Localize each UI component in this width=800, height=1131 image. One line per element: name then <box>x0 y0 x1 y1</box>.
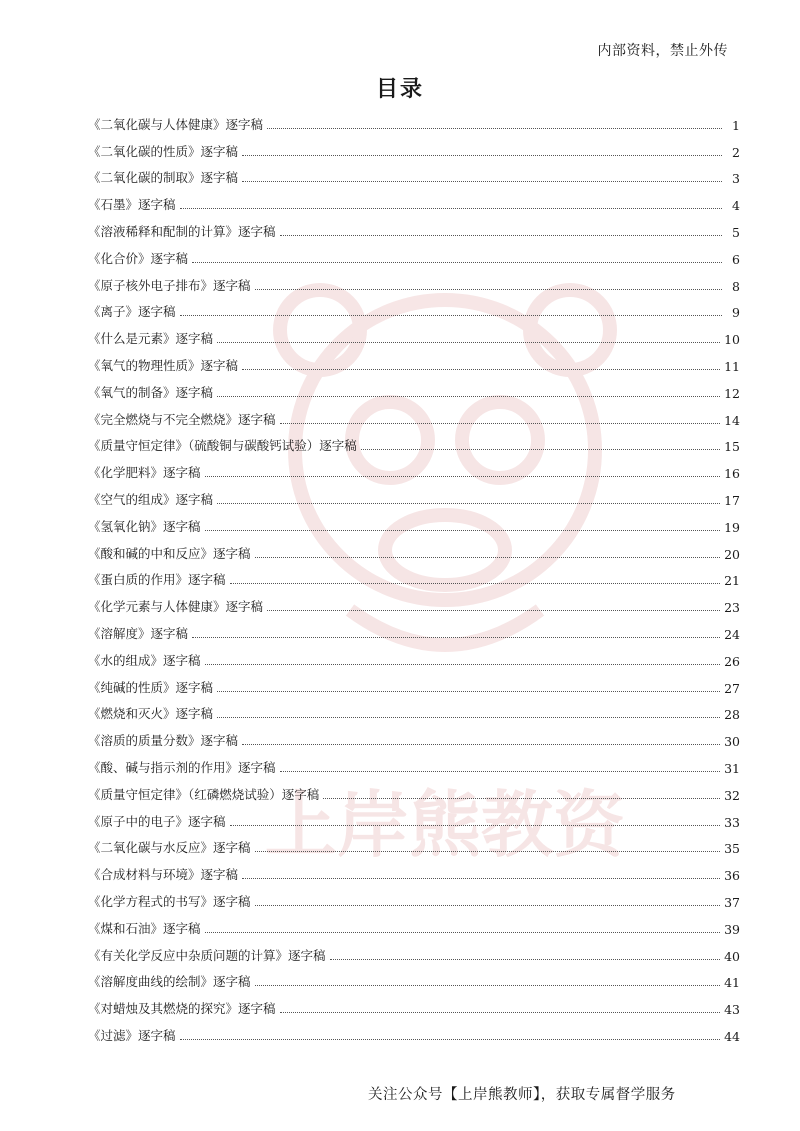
toc-leader-dots <box>205 663 721 665</box>
toc-entry[interactable] <box>88 508 740 535</box>
toc-entry-page-number: 1 <box>732 117 740 133</box>
toc-entry[interactable] <box>88 910 740 937</box>
toc-entry[interactable] <box>88 240 740 267</box>
toc-entry-page-number: 10 <box>724 332 740 348</box>
footer-promo: 关注公众号【上岸熊教师】，获取专属督学服务 <box>368 1087 676 1103</box>
toc-entry[interactable] <box>88 401 740 428</box>
toc-leader-dots <box>205 475 721 477</box>
toc-entry[interactable] <box>88 320 740 347</box>
toc-leader-dots <box>180 1038 721 1040</box>
toc-entry-title: 《合成材料与环境》逐字稿 <box>88 867 239 883</box>
toc-leader-dots <box>330 958 721 960</box>
toc-entry-page-number: 8 <box>732 278 740 294</box>
toc-entry-title: 《二氧化碳的性质》逐字稿 <box>88 143 239 159</box>
toc-leader-dots <box>242 743 720 745</box>
toc-entry[interactable] <box>88 803 740 830</box>
toc-entry-title: 《二氧化碳的制取》逐字稿 <box>88 170 239 186</box>
toc-entry-page-number: 12 <box>724 385 740 401</box>
toc-entry-title: 《氧气的制备》逐字稿 <box>88 384 214 400</box>
toc-entry[interactable] <box>88 669 740 696</box>
toc-entry-page-number: 43 <box>724 1002 740 1018</box>
toc-leader-dots <box>361 448 720 450</box>
toc-entry-title: 《氢氧化钠》逐字稿 <box>88 518 201 534</box>
toc-leader-dots <box>267 609 720 611</box>
toc-leader-dots <box>255 556 721 558</box>
toc-entry-page-number: 5 <box>732 224 740 240</box>
toc-leader-dots <box>242 180 722 182</box>
toc-entry-page-number: 40 <box>724 948 740 964</box>
toc-entry[interactable] <box>88 642 740 669</box>
toc-leader-dots <box>255 904 721 906</box>
toc-leader-dots <box>242 154 722 156</box>
toc-entry[interactable] <box>88 213 740 240</box>
toc-entry-title: 《二氧化碳与人体健康》逐字稿 <box>88 116 264 132</box>
toc-leader-dots <box>192 636 720 638</box>
toc-entry-page-number: 24 <box>724 626 740 642</box>
toc-entry-title: 《水的组成》逐字稿 <box>88 652 201 668</box>
toc-leader-dots <box>242 877 720 879</box>
toc-entry-title: 《过滤》逐字稿 <box>88 1027 176 1043</box>
toc-entry-page-number: 41 <box>724 975 740 991</box>
toc-entry-title: 《燃烧和灭火》逐字稿 <box>88 706 214 722</box>
toc-entry-page-number: 14 <box>724 412 740 428</box>
toc-entry-page-number: 28 <box>724 707 740 723</box>
toc-leader-dots <box>217 341 720 343</box>
toc-entry-page-number: 26 <box>724 653 740 669</box>
toc-entry-page-number: 17 <box>724 492 740 508</box>
toc-entry-page-number: 32 <box>724 787 740 803</box>
toc-leader-dots <box>280 234 722 236</box>
toc-leader-dots <box>255 288 722 290</box>
toc-leader-dots <box>242 368 720 370</box>
toc-entry[interactable] <box>88 428 740 455</box>
toc-entry[interactable] <box>88 722 740 749</box>
toc-entry-page-number: 37 <box>724 894 740 910</box>
toc-entry-title: 《酸和碱的中和反应》逐字稿 <box>88 545 251 561</box>
toc-leader-dots <box>217 502 720 504</box>
table-of-contents <box>88 106 740 1044</box>
toc-entry-title: 《化学元素与人体健康》逐字稿 <box>88 599 264 615</box>
toc-entry-title: 《酸、碱与指示剂的作用》逐字稿 <box>88 759 276 775</box>
toc-entry-page-number: 11 <box>724 358 740 374</box>
toc-entry[interactable] <box>88 776 740 803</box>
toc-entry-title: 《蛋白质的作用》逐字稿 <box>88 572 226 588</box>
toc-entry[interactable] <box>88 856 740 883</box>
toc-entry[interactable] <box>88 937 740 964</box>
toc-entry[interactable] <box>88 481 740 508</box>
toc-entry-page-number: 20 <box>724 546 740 562</box>
toc-entry-title: 《化学方程式的书写》逐字稿 <box>88 893 251 909</box>
toc-leader-dots <box>192 261 722 263</box>
toc-leader-dots <box>205 931 721 933</box>
toc-entry-title: 《溶解度曲线的绘制》逐字稿 <box>88 974 251 990</box>
toc-entry-page-number: 3 <box>732 171 740 187</box>
toc-leader-dots <box>323 797 720 799</box>
toc-entry-page-number: 15 <box>724 439 740 455</box>
toc-entry[interactable] <box>88 749 740 776</box>
toc-entry[interactable] <box>88 535 740 562</box>
toc-entry[interactable] <box>88 160 740 187</box>
toc-entry-title: 《溶质的质量分数》逐字稿 <box>88 733 239 749</box>
toc-entry-title: 《什么是元素》逐字稿 <box>88 331 214 347</box>
toc-entry-page-number: 16 <box>724 466 740 482</box>
toc-entry[interactable] <box>88 106 740 133</box>
toc-entry-page-number: 2 <box>732 144 740 160</box>
toc-entry-page-number: 30 <box>724 734 740 750</box>
toc-entry[interactable] <box>88 615 740 642</box>
page-title: 目录 <box>375 76 424 102</box>
toc-entry-page-number: 6 <box>732 251 740 267</box>
toc-entry-page-number: 33 <box>724 814 740 830</box>
toc-entry-title: 《化学肥料》逐字稿 <box>88 465 201 481</box>
toc-entry[interactable] <box>88 374 740 401</box>
toc-entry-title: 《对蜡烛及其燃烧的探究》逐字稿 <box>88 1001 276 1017</box>
toc-entry[interactable] <box>88 186 740 213</box>
toc-entry[interactable] <box>88 990 740 1017</box>
toc-entry-title: 《二氧化碳与水反应》逐字稿 <box>88 840 251 856</box>
toc-entry-title: 《原子中的电子》逐字稿 <box>88 813 226 829</box>
toc-entry-title: 《石墨》逐字稿 <box>88 197 176 213</box>
toc-entry-title: 《纯碱的性质》逐字稿 <box>88 679 214 695</box>
toc-entry-page-number: 9 <box>732 305 740 321</box>
toc-entry[interactable] <box>88 588 740 615</box>
toc-entry[interactable] <box>88 1017 740 1044</box>
toc-entry-page-number: 4 <box>732 198 740 214</box>
toc-entry-title: 《质量守恒定律》（硫酸铜与碳酸钙试验）逐字稿 <box>88 438 357 454</box>
confidential-note: 内部资料，禁止外传 <box>597 43 728 59</box>
toc-entry-title: 《溶解度》逐字稿 <box>88 625 189 641</box>
toc-entry[interactable] <box>88 830 740 857</box>
toc-entry-title: 《原子核外电子排布》逐字稿 <box>88 277 251 293</box>
toc-entry-page-number: 31 <box>724 760 740 776</box>
toc-leader-dots <box>230 582 721 584</box>
toc-entry-page-number: 39 <box>724 921 740 937</box>
toc-entry[interactable] <box>88 883 740 910</box>
toc-entry-title: 《质量守恒定律》（红磷燃烧试验）逐字稿 <box>88 786 320 802</box>
toc-entry-page-number: 44 <box>724 1028 740 1044</box>
toc-entry-title: 《完全燃烧与不完全燃烧》逐字稿 <box>88 411 276 427</box>
toc-entry-page-number: 27 <box>724 680 740 696</box>
toc-leader-dots <box>255 850 721 852</box>
toc-leader-dots <box>255 984 721 986</box>
toc-entry-page-number: 35 <box>724 841 740 857</box>
toc-entry[interactable] <box>88 562 740 589</box>
toc-entry[interactable] <box>88 267 740 294</box>
toc-entry[interactable] <box>88 964 740 991</box>
toc-entry[interactable] <box>88 133 740 160</box>
toc-leader-dots <box>217 716 720 718</box>
toc-leader-dots <box>280 1011 721 1013</box>
toc-entry-title: 《空气的组成》逐字稿 <box>88 491 214 507</box>
watermark-text: 上岸熊教资 <box>264 783 626 867</box>
toc-entry-title: 《煤和石油》逐字稿 <box>88 920 201 936</box>
toc-entry[interactable] <box>88 347 740 374</box>
toc-entry-title: 《氧气的物理性质》逐字稿 <box>88 357 239 373</box>
toc-leader-dots <box>217 395 720 397</box>
toc-leader-dots <box>180 314 722 316</box>
toc-entry-page-number: 19 <box>724 519 740 535</box>
toc-entry-page-number: 21 <box>724 573 740 589</box>
toc-leader-dots <box>267 127 722 129</box>
toc-entry[interactable] <box>88 294 740 321</box>
toc-entry[interactable] <box>88 696 740 723</box>
toc-leader-dots <box>217 690 720 692</box>
toc-leader-dots <box>280 770 721 772</box>
toc-entry-title: 《化合价》逐字稿 <box>88 250 189 266</box>
toc-entry-title: 《溶液稀释和配制的计算》逐字稿 <box>88 223 276 239</box>
toc-leader-dots <box>280 422 721 424</box>
toc-entry-title: 《离子》逐字稿 <box>88 304 176 320</box>
toc-leader-dots <box>205 529 721 531</box>
toc-leader-dots <box>180 207 722 209</box>
toc-leader-dots <box>230 824 721 826</box>
toc-entry[interactable] <box>88 454 740 481</box>
toc-entry-page-number: 36 <box>724 868 740 884</box>
toc-entry-page-number: 23 <box>724 600 740 616</box>
toc-entry-title: 《有关化学反应中杂质问题的计算》逐字稿 <box>88 947 326 963</box>
